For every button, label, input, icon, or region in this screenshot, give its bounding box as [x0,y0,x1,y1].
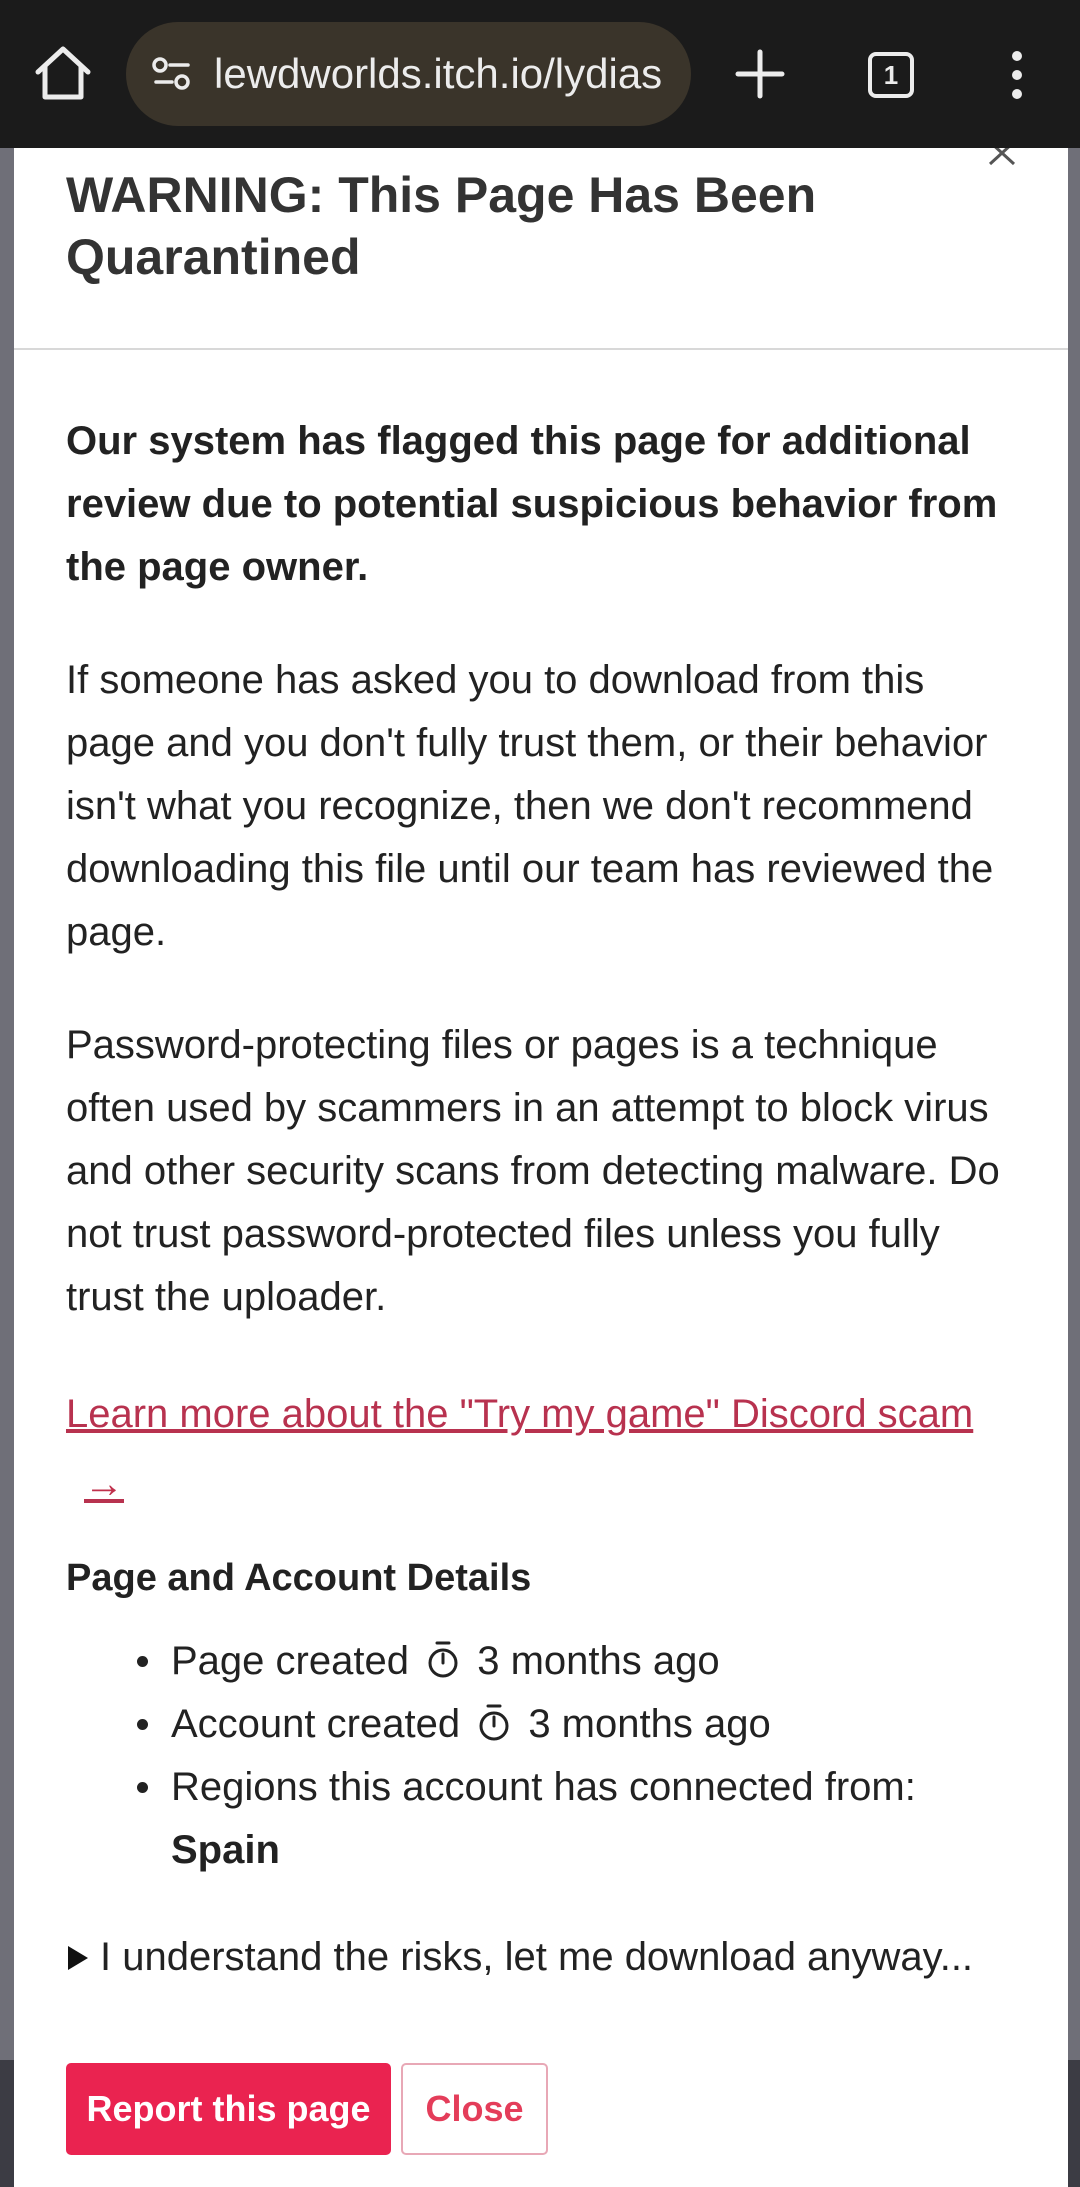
list-item [171,1693,1016,1756]
stopwatch-icon [477,1703,511,1743]
backdrop-right [1068,148,1080,2187]
address-bar[interactable] [126,22,691,126]
learn-more-link[interactable] [66,1379,1016,1519]
arrow-right-icon[interactable]: → [84,1462,124,1506]
stopwatch-icon [426,1640,460,1680]
details-heading: Page and Account Details [66,1557,532,1599]
account-created-label: Account created [171,1702,461,1746]
list-item [171,1756,1016,1882]
account-created-value: 3 months ago [528,1702,771,1746]
regions-value: Spain [171,1828,280,1872]
tab-switcher-button[interactable] [868,52,914,98]
learn-more-text[interactable]: Learn more about the "Try my game" Discord scam [66,1392,974,1436]
download-anyway-text[interactable]: I understand the risks, let me download anyway... [100,1935,974,1979]
page-created-value: 3 months ago [477,1639,720,1683]
tab-count: 1 [883,59,899,90]
details-list [66,1630,1016,1882]
site-settings-icon[interactable] [150,52,194,96]
list-item [171,1630,1016,1693]
url-text[interactable]: lewdworlds.itch.io/lydias [214,50,663,97]
page-created-label: Page created [171,1639,409,1683]
dialog-body [14,410,1068,2155]
dialog-header [14,148,1068,350]
trust-paragraph: If someone has asked you to download from this page and you don't fully trust them, or their behavior isn't what you recognize, then we don't recommend downloading this file until our team has reviewed the page. [66,658,994,954]
dialog-actions [66,2063,1016,2155]
home-icon[interactable] [30,40,96,106]
download-anyway-toggle[interactable] [66,1926,1016,1989]
browser-toolbar [0,0,1080,148]
lead-paragraph: Our system has flagged this page for additional review due to potential suspicious behavior from the page owner. [66,419,998,589]
password-paragraph: Password-protecting files or pages is a technique often used by scammers in an attempt to block virus and other security scans from detecting malware. Do not trust password-protected files unless you fully trust the uploader. [66,1023,1000,1319]
backdrop-left [0,148,14,2187]
quarantine-dialog [14,148,1068,2187]
report-page-button[interactable]: Report this page [66,2063,391,2155]
close-button[interactable]: Close [401,2063,548,2155]
dialog-title: WARNING: This Page Has Been Quarantined [66,167,817,285]
more-menu-icon[interactable] [1002,50,1032,100]
new-tab-icon[interactable] [734,44,786,104]
disclosure-triangle-icon[interactable] [66,1944,90,1972]
regions-label: Regions this account has connected from: [171,1765,916,1809]
